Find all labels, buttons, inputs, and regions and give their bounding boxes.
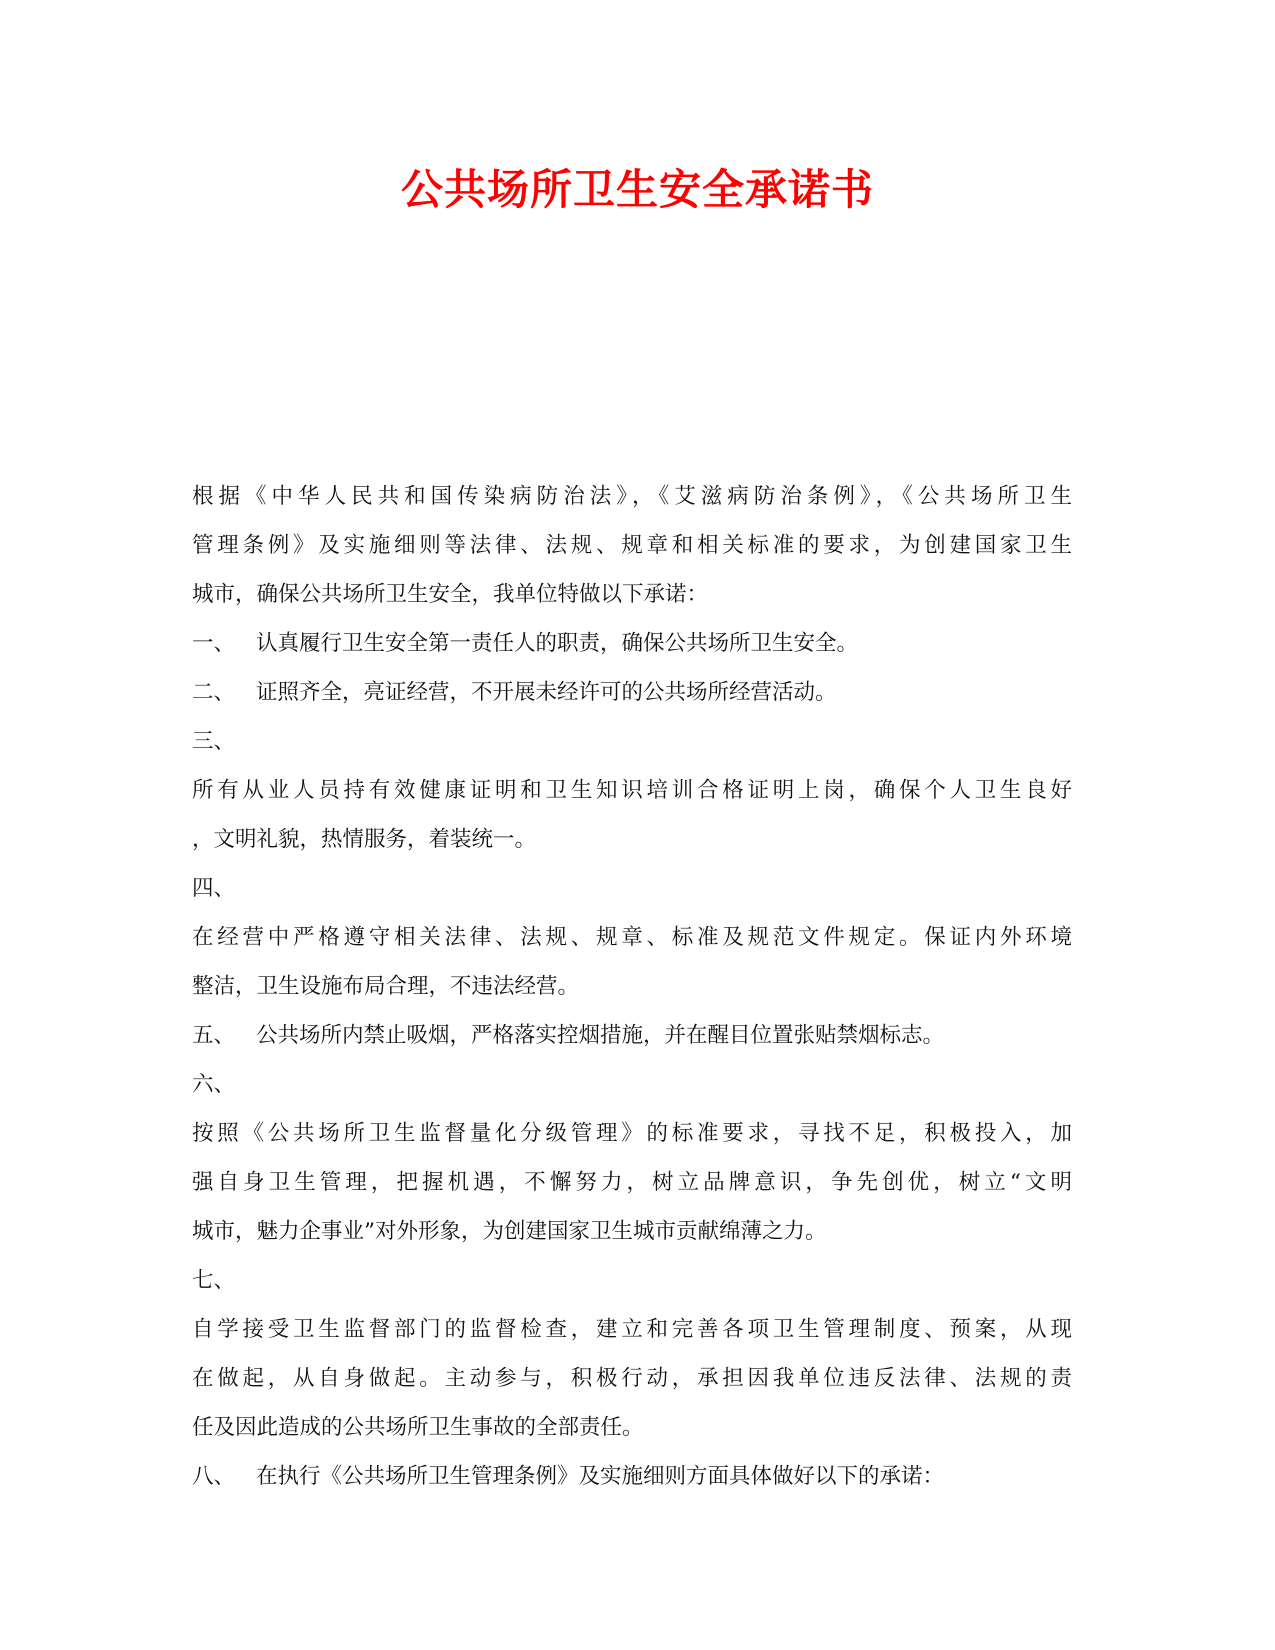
item-4-line-2: 整洁，卫生设施布局合理，不违法经营。 — [192, 974, 580, 999]
item-4-marker: 四、 — [192, 876, 236, 901]
item-7-line-2: 在做起，从自身做起。主动参与，积极行动，承担因我单位违反法律、法规的责 — [192, 1366, 1072, 1391]
item-2 — [192, 668, 1072, 717]
item-3-marker: 三、 — [192, 729, 236, 754]
item-7-line-1: 自学接受卫生监督部门的监督检查，建立和完善各项卫生管理制度、预案，从现 — [192, 1317, 1072, 1342]
item-6-line-1: 按照《公共场所卫生监督量化分级管理》的标准要求，寻找不足，积极投入，加 — [192, 1121, 1072, 1146]
item-5-marker: 五、 — [192, 1023, 236, 1048]
item-5-text: 公共场所内禁止吸烟，严格落实控烟措施，并在醒目位置张贴禁烟标志。 — [256, 1023, 945, 1048]
document-body — [192, 472, 1072, 1501]
item-2-text: 证照齐全，亮证经营，不开展未经许可的公共场所经营活动。 — [256, 680, 837, 705]
item-1 — [192, 619, 1072, 668]
intro-line-3: 城市，确保公共场所卫生安全，我单位特做以下承诺： — [192, 582, 709, 607]
intro-line-1: 根据《中华人民共和国传染病防治法》，《艾滋病防治条例》，《公共场所卫生 — [192, 484, 1072, 509]
document-title: 公共场所卫生安全承诺书 — [400, 165, 874, 214]
item-6-line-2: 强自身卫生管理，把握机遇，不懈努力，树立品牌意识，争先创优，树立“文明 — [192, 1170, 1072, 1195]
item-4-line-1: 在经营中严格遵守相关法律、法规、规章、标准及规范文件规定。保证内外环境 — [192, 925, 1072, 950]
item-1-marker: 一、 — [192, 631, 236, 656]
item-8-text: 在执行《公共场所卫生管理条例》及实施细则方面具体做好以下的承诺： — [256, 1464, 945, 1489]
item-6-marker: 六、 — [192, 1072, 236, 1097]
item-2-marker: 二、 — [192, 680, 236, 705]
item-3-line-1: 所有从业人员持有效健康证明和卫生知识培训合格证明上岗，确保个人卫生良好 — [192, 778, 1072, 803]
item-3-line-2: ，文明礼貌，热情服务，着装统一。 — [192, 827, 537, 852]
item-8 — [192, 1452, 1072, 1501]
item-1-text: 认真履行卫生安全第一责任人的职责，确保公共场所卫生安全。 — [256, 631, 859, 656]
item-7-marker: 七、 — [192, 1268, 236, 1293]
intro-line-2: 管理条例》及实施细则等法律、法规、规章和相关标准的要求，为创建国家卫生 — [192, 533, 1072, 558]
item-5 — [192, 1011, 1072, 1060]
item-6-line-3: 城市，魅力企事业”对外形象，为创建国家卫生城市贡献绵薄之力。 — [192, 1219, 827, 1244]
item-7-line-3: 任及因此造成的公共场所卫生事故的全部责任。 — [192, 1415, 644, 1440]
item-8-marker: 八、 — [192, 1464, 236, 1489]
